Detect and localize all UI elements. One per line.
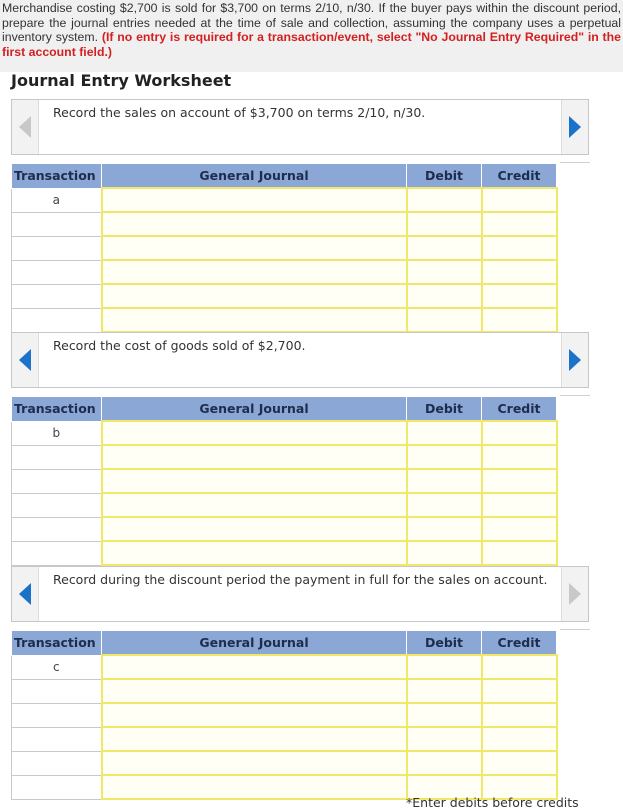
table-header — [12, 397, 557, 422]
credit-field[interactable] — [482, 493, 557, 517]
debit-field[interactable] — [407, 236, 482, 260]
table-row — [12, 188, 557, 212]
journal-table-c — [11, 630, 558, 800]
account-field[interactable] — [102, 775, 407, 799]
table-row — [12, 517, 557, 541]
arrow-right-icon — [569, 349, 581, 371]
arrow-left-icon — [19, 583, 31, 605]
col-debit: Debit — [407, 631, 482, 656]
debit-field[interactable] — [407, 421, 482, 445]
table-row — [12, 421, 557, 445]
table-row — [12, 727, 557, 751]
credit-field[interactable] — [482, 703, 557, 727]
prev-button-a[interactable] — [12, 100, 39, 154]
col-credit: Credit — [482, 397, 557, 422]
table-header — [12, 164, 557, 189]
arrow-left-icon — [19, 116, 31, 138]
arrow-right-icon — [569, 116, 581, 138]
col-transaction: Transaction — [12, 397, 102, 422]
divider — [560, 162, 590, 163]
debit-field[interactable] — [407, 212, 482, 236]
instruction-box-c — [11, 566, 589, 622]
table-row — [12, 655, 557, 679]
next-button-a[interactable] — [561, 100, 588, 154]
debit-field[interactable] — [407, 308, 482, 332]
table-row — [12, 751, 557, 775]
divider — [560, 629, 590, 630]
account-field[interactable] — [102, 188, 407, 212]
col-general-journal: General Journal — [102, 631, 407, 656]
debit-field[interactable] — [407, 469, 482, 493]
divider — [560, 395, 590, 396]
transaction-label-b: b — [12, 421, 102, 445]
table-row — [12, 703, 557, 727]
account-field[interactable] — [102, 541, 407, 565]
credit-field[interactable] — [482, 445, 557, 469]
problem-warning: (If no entry is required for a transaction/event, select "No Journal Entry Required" in the first account field.) — [2, 30, 621, 60]
credit-field[interactable] — [482, 469, 557, 493]
worksheet-title: Journal Entry Worksheet — [11, 71, 232, 90]
debit-field[interactable] — [407, 541, 482, 565]
credit-field[interactable] — [482, 751, 557, 775]
credit-field[interactable] — [482, 679, 557, 703]
debit-field[interactable] — [407, 751, 482, 775]
debit-field[interactable] — [407, 260, 482, 284]
account-field[interactable] — [102, 727, 407, 751]
table-row — [12, 308, 557, 332]
transaction-label-a: a — [12, 188, 102, 212]
account-field[interactable] — [102, 445, 407, 469]
problem-text: Merchandise costing $2,700 is sold for $3,700 on terms 2/10, n/30. If the buyer pays within the discount period, prepare the journal entries needed at the time of sale and collection, assuming the company uses a perpetual inventory system. — [2, 1, 621, 45]
debit-field[interactable] — [407, 655, 482, 679]
table-row — [12, 284, 557, 308]
debit-field[interactable] — [407, 727, 482, 751]
debit-field[interactable] — [407, 445, 482, 469]
col-credit: Credit — [482, 164, 557, 189]
instruction-text-b: Record the cost of goods sold of $2,700. — [53, 338, 306, 353]
next-button-c[interactable] — [561, 567, 588, 621]
account-field[interactable] — [102, 284, 407, 308]
credit-field[interactable] — [482, 727, 557, 751]
debit-field[interactable] — [407, 493, 482, 517]
table-row — [12, 679, 557, 703]
credit-field[interactable] — [482, 655, 557, 679]
journal-table-a — [11, 163, 558, 333]
instruction-text-c: Record during the discount period the payment in full for the sales on account. — [53, 572, 548, 587]
col-transaction: Transaction — [12, 631, 102, 656]
credit-field[interactable] — [482, 236, 557, 260]
table-row — [12, 236, 557, 260]
debit-field[interactable] — [407, 679, 482, 703]
problem-statement — [0, 0, 623, 72]
account-field[interactable] — [102, 703, 407, 727]
table-row — [12, 493, 557, 517]
debit-field[interactable] — [407, 188, 482, 212]
col-general-journal: General Journal — [102, 164, 407, 189]
instruction-box-b — [11, 332, 589, 388]
prev-button-b[interactable] — [12, 333, 39, 387]
table-row — [12, 260, 557, 284]
account-field[interactable] — [102, 517, 407, 541]
col-transaction: Transaction — [12, 164, 102, 189]
credit-field[interactable] — [482, 421, 557, 445]
transaction-label-c: c — [12, 655, 102, 679]
account-field[interactable] — [102, 655, 407, 679]
account-field[interactable] — [102, 308, 407, 332]
credit-field[interactable] — [482, 260, 557, 284]
table-row — [12, 212, 557, 236]
credit-field[interactable] — [482, 541, 557, 565]
col-credit: Credit — [482, 631, 557, 656]
next-button-b[interactable] — [561, 333, 588, 387]
account-field[interactable] — [102, 679, 407, 703]
account-field[interactable] — [102, 751, 407, 775]
account-field[interactable] — [102, 212, 407, 236]
credit-field[interactable] — [482, 188, 557, 212]
journal-table-b — [11, 396, 558, 566]
debit-field[interactable] — [407, 284, 482, 308]
table-header — [12, 631, 557, 656]
credit-field[interactable] — [482, 284, 557, 308]
credit-field[interactable] — [482, 308, 557, 332]
prev-button-c[interactable] — [12, 567, 39, 621]
debit-field[interactable] — [407, 703, 482, 727]
table-row — [12, 541, 557, 565]
arrow-left-icon — [19, 349, 31, 371]
account-field[interactable] — [102, 236, 407, 260]
account-field[interactable] — [102, 469, 407, 493]
table-row — [12, 445, 557, 469]
table-row — [12, 469, 557, 493]
credit-field[interactable] — [482, 517, 557, 541]
instruction-box-a — [11, 99, 589, 155]
col-general-journal: General Journal — [102, 397, 407, 422]
arrow-right-icon — [569, 583, 581, 605]
col-debit: Debit — [407, 397, 482, 422]
account-field[interactable] — [102, 493, 407, 517]
instruction-text-a: Record the sales on account of $3,700 on terms 2/10, n/30. — [53, 105, 426, 120]
credit-field[interactable] — [482, 212, 557, 236]
account-field[interactable] — [102, 260, 407, 284]
debit-field[interactable] — [407, 517, 482, 541]
col-debit: Debit — [407, 164, 482, 189]
account-field[interactable] — [102, 421, 407, 445]
footnote: *Enter debits before credits — [406, 795, 579, 810]
